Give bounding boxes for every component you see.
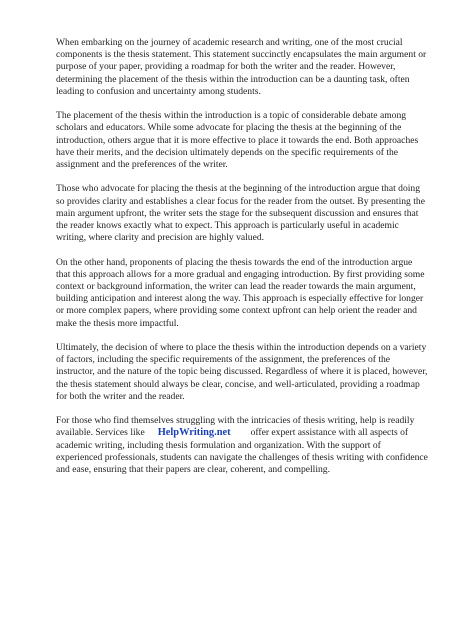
final-paragraph	[56, 415, 428, 476]
final-paragraph-before-link: For those who find themselves struggling with the intricacies of thesis writing, help is readily available. Services like	[56, 415, 415, 439]
final-paragraph-after-link: offer expert assistance with all aspects of academic writing, including thesis formulation and organization. With the support of experienced professionals, students can navigate the challenges of thesis writing with confidence and ease, ensuring that their papers are clear, coherent, and compelling.	[56, 427, 428, 476]
paragraph: On the other hand, proponents of placing the thesis towards the end of the introduction argue that this approach allows for a more gradual and engaging introduction. By first providing some context or background information, the writer can lead the reader towards the main argument, building anticipation and interest along the way. This approach is especially effective for longer or more complex papers, where providing some context upfront can help orient the reader and make the thesis more impactful.	[56, 256, 425, 329]
paragraph: The placement of the thesis within the introduction is a topic of considerable debate among scholars and educators. While some advocate for placing the thesis at the beginning of the introduction, others argue that it is more effective to place it towards the end. Both approaches have their merits, and the decision ultimately depends on the specific requirements of the assignment and the preferences of the writer.	[56, 110, 419, 171]
paragraph: Ultimately, the decision of where to place the thesis within the introduction depends on a variety of factors, including the specific requirements of the assignment, the preferences of the instructor, and the nature of the topic being discussed. Regardless of where it is placed, however, the thesis statement should always be clear, concise, and well-articulated, providing a roadmap for both the writer and the reader.	[56, 342, 428, 402]
helpwriting-link[interactable]: HelpWriting.net	[157, 427, 231, 439]
paragraph: When embarking on the journey of academic research and writing, one of the most crucial components is the thesis statement. This statement succinctly encapsulates the main argument or purpose of your paper, providing a roadmap for both the writer and the reader. However, determining the placement of the thesis within the introduction can be a daunting task, often leading to confusion and uncertainty among students.	[56, 37, 427, 97]
document-body	[56, 37, 428, 488]
paragraph: Those who advocate for placing the thesis at the beginning of the introduction argue that doing so provides clarity and establishes a clear focus for the reader from the outset. By presenting the main argument upfront, the writer sets the stage for the subsequent discussion and ensures that the reader knows exactly what to expect. This approach is particularly useful in academic writing, where clarity and precision are highly valued.	[56, 183, 425, 244]
